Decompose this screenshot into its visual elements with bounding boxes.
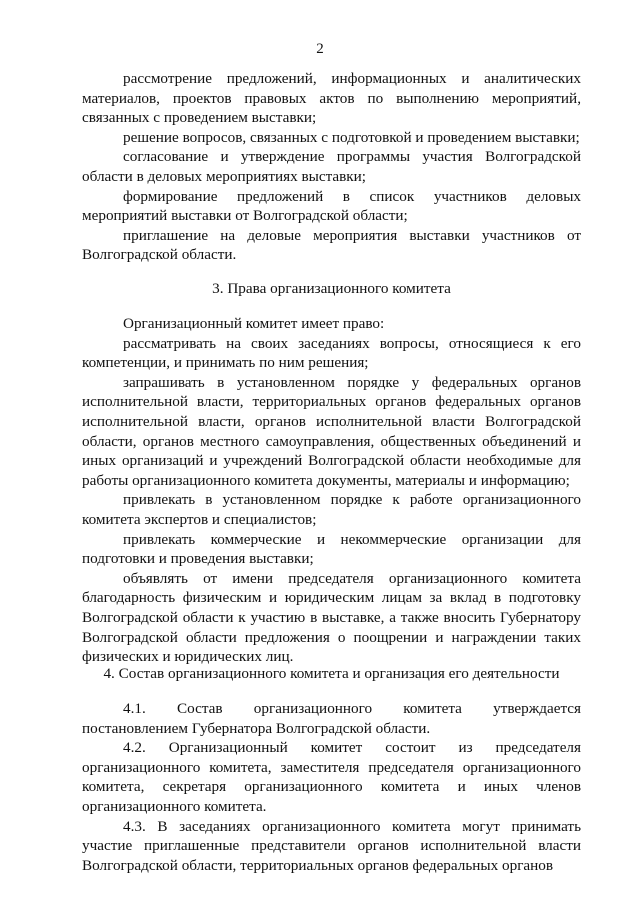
list-item: решение вопросов, связанных с подготовкой и проведением выставки; xyxy=(123,128,580,146)
list-item: привлекать в установленном порядке к работе организационного комитета экспертов и специалистов; xyxy=(82,491,581,528)
list-item: рассматривать на своих заседаниях вопросы, относящиеся к его компетенции, и принимать по ним решения; xyxy=(82,334,581,372)
clause-4-3: 4.3. В заседаниях организационного комитета могут принимать участие приглашенные представители органов исполнительной власти Волгоградской области, территориальных органов федеральных органов xyxy=(82,817,581,874)
list-item: привлекать коммерческие и некоммерческие организации для подготовки и проведения выставки; xyxy=(82,530,581,568)
section-3-body xyxy=(82,314,581,667)
section-3-heading: 3. Права организационного комитета xyxy=(212,280,451,297)
clause-4-2: 4.2. Организационный комитет состоит из председателя организационного комитета, заместителя председателя организационного комитета, секретаря организационного комитета и иных членов организационного комитета. xyxy=(82,739,581,815)
section-2-list xyxy=(82,69,581,265)
list-item: формирование предложений в список участников деловых мероприятий выставки от Волгоградской области; xyxy=(82,187,581,225)
list-item: рассмотрение предложений, информационных и аналитических материалов, проектов правовых актов по выполнению мероприятий, связанных с проведением выставки; xyxy=(82,70,581,127)
section-4-body xyxy=(82,699,581,875)
page-number: 2 xyxy=(316,41,324,57)
list-item: объявлять от имени председателя организационного комитета благодарность физическим и юридическим лицам за вклад в подготовку Волгоградской области к участию в выставке, а также вносить Губернатору Волгоградской области предложения о поощрении и награждении таких физических и юридических лиц. xyxy=(82,569,581,666)
clause-4-1: 4.1. Состав организационного комитета утверждается постановлением Губернатора Волгоградской области. xyxy=(82,700,581,737)
list-item: запрашивать в установленном порядке у федеральных органов исполнительной власти, территориальных органов федеральных органов исполнительной власти, органов исполнительной власти Волгоградской области, органов местного самоуправления, общественных объединений и иных организаций и учреждений Волгоградской области необходимые для работы организационного комитета документы, материалы и информацию; xyxy=(82,373,581,489)
section-3-intro: Организационный комитет имеет право: xyxy=(123,315,385,332)
list-item: приглашение на деловые мероприятия выставки участников от Волгоградской области. xyxy=(82,226,581,264)
list-item: согласование и утверждение программы участия Волгоградской области в деловых мероприятиях выставки; xyxy=(82,148,581,185)
section-4-heading: 4. Состав организационного комитета и организация его деятельности xyxy=(103,665,560,682)
